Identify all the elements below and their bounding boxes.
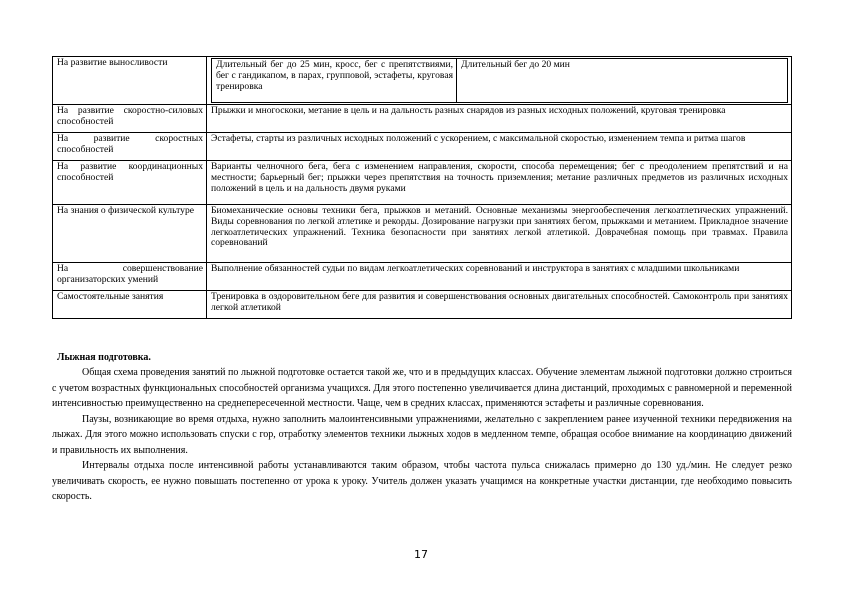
table-row [53, 57, 792, 105]
paragraph: Общая схема проведения занятий по лыжной подготовке остается такой же, что и в предыдущих классах. Обучение элементам лыжной подготовки должно строиться с учетом возрастных функциональных способностей организма учащихся. Для этого постепенно увеличивается длина дистанций, проходимых с равномерной и переменной интенсивностью преимущественно на среднепересеченной местности. Чаще, чем в средних классах, применяются эстафеты и различные соревнования. [52, 367, 792, 409]
table-row [53, 291, 792, 319]
page-number: 17 [414, 548, 428, 561]
exercise-table [52, 56, 792, 319]
row-label: На развитие скоростно-силовых способностей [53, 105, 207, 133]
paragraph: Интервалы отдыха после интенсивной работы устанавливаются таким образом, чтобы частота пульса снижалась примерно до 130 уд./мин. Не следует резко увеличивать скорость, ее нужно повышать постепенно от урока к уроку. Учитель должен указать учащимся на конкретные участки дистанции, где необходимо повысить скорость. [52, 460, 792, 502]
row-label: На знания о физической культуре [53, 205, 207, 263]
row-content-secondary: Длительный бег до 20 мин [457, 59, 788, 103]
section-body [52, 365, 792, 505]
row-content-cell [207, 57, 792, 105]
row-content: Тренировка в оздоровительном беге для развития и совершенствования основных двигательных способностей. Самоконтроль при занятиях легкой атлетикой [207, 291, 792, 319]
row-content: Выполнение обязанностей судьи по видам легкоатлетических соревнований и инструктора в занятиях с младшими школьниками [207, 263, 792, 291]
row-content: Прыжки и многоскоки, метание в цель и на дальность разных снарядов из разных исходных положений, круговая тренировка [207, 105, 792, 133]
table-row [53, 263, 792, 291]
row-label: На развитие скоростных способностей [53, 133, 207, 161]
row-label: На развитие выносливости [53, 57, 207, 105]
row-content: Длительный бег до 25 мин, кросс, бег с препятствиями, бег с гандикапом, в парах, групповой, эстафеты, круговая тренировка [212, 59, 457, 103]
row-content: Биомеханические основы техники бега, прыжков и метаний. Основные механизмы энергообеспечения легкоатлетических упражнений. Виды соревнования по легкой атлетике и рекорды. Дозирование нагрузки при занятиях бегом, прыжками и метанием. Прикладное значение легкоатлетических упражнений. Техника безопасности при занятиях легкой атлетикой. Доврачебная помощь при травмах. Правила соревнований [207, 205, 792, 263]
table-row [53, 161, 792, 205]
table-row [53, 133, 792, 161]
row-content: Варианты челночного бега, бега с изменением направления, скорости, способа перемещения; бег с преодолением препятствий и на местности; барьерный бег; прыжки через препятствия на точность приземления; метание различных предметов из различных исходных положений в цель и на дальность двумя руками [207, 161, 792, 205]
paragraph: Паузы, возникающие во время отдыха, нужно заполнить малоинтенсивными упражнениями, желательно с закреплением ранее изученной техники передвижения на лыжах. Для этого можно использовать спуски с гор, отработку элементов техники лыжных ходов в медленном темпе, обращая особое внимание на координацию движений и правильность их выполнения. [52, 413, 792, 456]
row-label: На развитие координационных способностей [53, 161, 207, 205]
table-row [53, 205, 792, 263]
table-row [53, 105, 792, 133]
section-heading: Лыжная подготовка. [57, 352, 151, 363]
row-content: Эстафеты, старты из различных исходных положений с ускорением, с максимальной скоростью, изменением темпа и ритма шагов [207, 133, 792, 161]
split-content [211, 58, 788, 103]
row-label: На совершенствование организаторских умений [53, 263, 207, 291]
row-label: Самостоятельные занятия [53, 291, 207, 319]
